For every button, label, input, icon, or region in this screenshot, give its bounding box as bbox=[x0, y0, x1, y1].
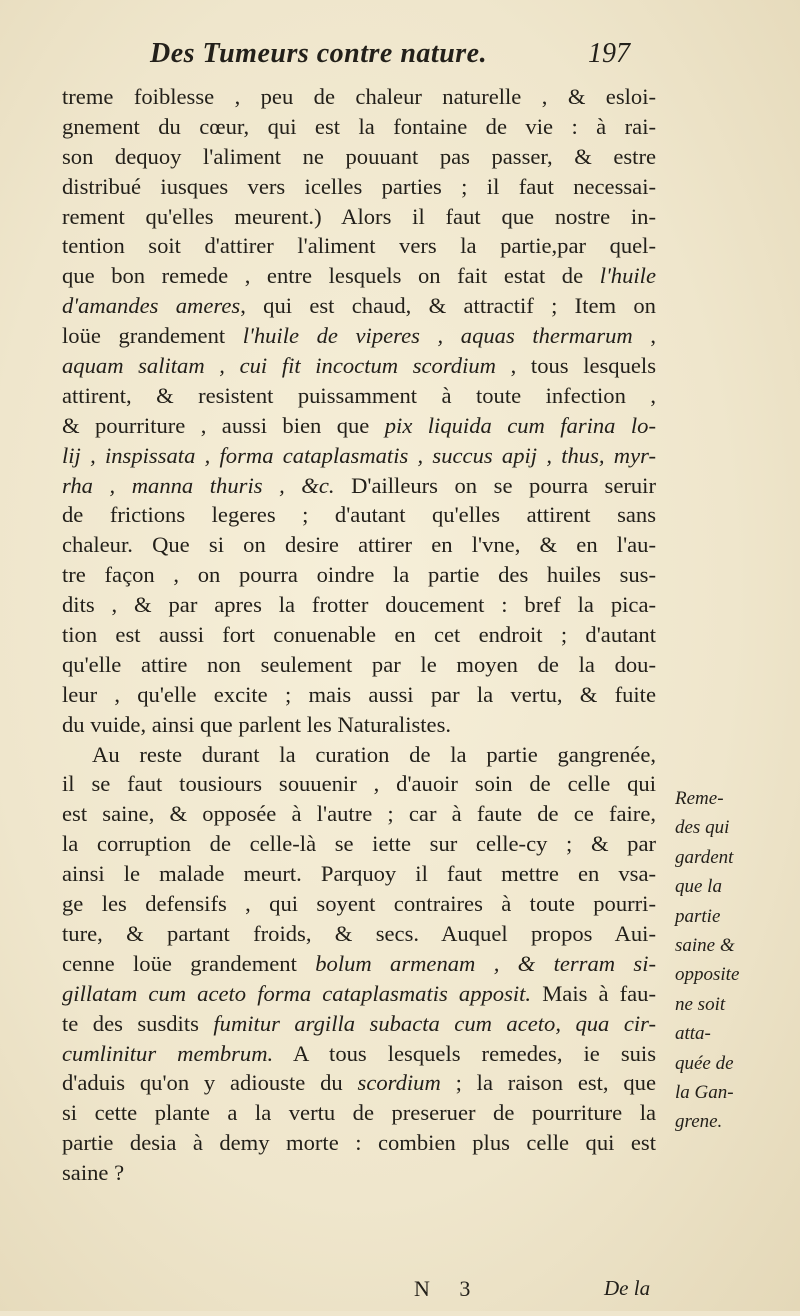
text-segment: loüe grandement bbox=[62, 323, 243, 349]
text-segment: Au reste durant la curation de la partie gangrenée, bbox=[92, 741, 656, 767]
text-segment: de frictions legeres ; d'autant qu'elles attirent sans bbox=[62, 502, 656, 528]
italic-text-segment: pix liquida cum farina lo- bbox=[384, 412, 656, 438]
text-segment: treme foiblesse , peu de chaleur naturelle , & esloi- bbox=[62, 84, 656, 109]
text-segment: D'ailleurs on se pourra seruir bbox=[334, 472, 656, 498]
text-line bbox=[62, 351, 656, 381]
text-segment: cenne loüe grandement bbox=[62, 950, 316, 976]
margin-note-line: grene. bbox=[675, 1111, 723, 1133]
text-line bbox=[62, 949, 656, 979]
text-segment: saine ? bbox=[62, 1160, 125, 1186]
italic-text-segment: gillatam cum aceto forma cataplasmatis apposit. bbox=[62, 980, 532, 1006]
text-segment: la corruption de celle-là se iette sur celle-cy ; & par bbox=[62, 831, 656, 857]
text-segment: ture, & partant froids, & secs. Auquel propos Aui- bbox=[62, 920, 656, 946]
text-line bbox=[62, 291, 656, 321]
italic-text-segment: fumitur argilla subacta cum aceto, qua cir- bbox=[213, 1010, 656, 1036]
text-segment: distribué iusques vers icelles parties ; il faut necessai- bbox=[62, 173, 656, 199]
text-segment: son dequoy l'aliment ne pouuant pas passer, & estre bbox=[62, 143, 656, 169]
italic-text-segment: cumlinitur membrum. bbox=[62, 1040, 274, 1066]
text-line bbox=[62, 500, 656, 530]
text-segment: que bon remede , entre lesquels on fait estat de bbox=[62, 263, 600, 289]
text-line bbox=[62, 560, 656, 590]
text-line bbox=[62, 769, 656, 799]
margin-note-line: saine & bbox=[675, 935, 735, 957]
text-line bbox=[62, 889, 656, 919]
text-line bbox=[62, 1128, 656, 1158]
text-segment: si cette plante a la vertu de preseruer de pourriture la bbox=[62, 1100, 656, 1126]
text-segment: & pourriture , aussi bien que bbox=[62, 412, 385, 438]
italic-text-segment: d'amandes ameres bbox=[62, 293, 241, 319]
text-line bbox=[62, 919, 656, 949]
text-segment: , tous lesquels bbox=[496, 353, 656, 379]
text-segment: ; la raison est, que bbox=[440, 1070, 656, 1096]
margin-note-line: que la bbox=[675, 876, 722, 898]
text-line bbox=[62, 411, 656, 441]
text-line bbox=[62, 859, 656, 889]
text-line bbox=[62, 680, 656, 710]
text-line bbox=[62, 650, 656, 680]
margin-note-line: gardent bbox=[675, 846, 734, 868]
running-title: Des Tumeurs contre nature. bbox=[150, 38, 488, 69]
text-segment: , qui est chaud, & attractif ; Item on bbox=[240, 293, 656, 319]
text-line bbox=[62, 231, 656, 261]
margin-note-line: des qui bbox=[675, 817, 730, 839]
margin-note-line: quée de bbox=[675, 1052, 734, 1074]
text-segment: te des susdits bbox=[62, 1010, 214, 1036]
text-line bbox=[62, 112, 656, 142]
margin-note-line: Reme- bbox=[675, 788, 724, 809]
text-line bbox=[62, 799, 656, 829]
text-line bbox=[62, 979, 656, 1009]
text-segment: chaleur. Que si on desire attirer en l'vne, & en l'au- bbox=[62, 532, 656, 558]
text-line bbox=[62, 620, 656, 650]
text-segment: Mais à fau- bbox=[531, 980, 656, 1006]
italic-text-segment: aquam salitam , cui fit incoctum scordium bbox=[62, 353, 496, 379]
text-segment: ge les defensifs , qui soyent contraires à toute pourri- bbox=[62, 891, 656, 917]
text-line bbox=[62, 710, 656, 740]
catchword: De la bbox=[604, 1276, 651, 1300]
text-line bbox=[62, 321, 656, 351]
page-number: 197 bbox=[588, 38, 630, 69]
text-segment: est saine, & opposée à l'autre ; car à faute de ce faire, bbox=[62, 801, 656, 827]
text-segment: A tous lesquels remedes, ie suis bbox=[273, 1040, 656, 1066]
italic-text-segment: l'huile bbox=[599, 263, 656, 289]
italic-text-segment: bolum armenam , & terram si- bbox=[315, 950, 656, 976]
text-line bbox=[62, 142, 656, 172]
text-line bbox=[62, 829, 656, 859]
text-line bbox=[62, 1098, 656, 1128]
text-line bbox=[62, 381, 656, 411]
text-segment: du vuide, ainsi que parlent les Naturalistes. bbox=[62, 711, 452, 737]
text-segment: d'aduis qu'on y adiouste du bbox=[62, 1070, 358, 1096]
text-line bbox=[62, 82, 656, 112]
text-line bbox=[62, 1009, 656, 1039]
text-line bbox=[62, 261, 656, 291]
text-line bbox=[62, 1039, 656, 1069]
margin-note-line: la Gan- bbox=[675, 1082, 734, 1104]
margin-note bbox=[675, 784, 775, 1137]
text-line bbox=[62, 740, 656, 770]
text-segment: tion est aussi fort conuenable en cet endroit ; d'autant bbox=[62, 622, 656, 648]
margin-note-line: atta- bbox=[675, 1023, 711, 1045]
page-footer bbox=[0, 1276, 800, 1316]
text-segment: , bbox=[632, 323, 656, 349]
text-segment: tention soit d'attirer l'aliment vers la partie,par quel- bbox=[62, 233, 656, 259]
signature-mark: N 3 bbox=[414, 1276, 483, 1301]
text-segment: attirent, & resistent puissamment à toute infection , bbox=[62, 382, 656, 408]
text-segment: partie desia à demy morte : combien plus celle qui est bbox=[62, 1130, 656, 1156]
text-line bbox=[62, 172, 656, 202]
text-line bbox=[62, 1068, 656, 1098]
text-line bbox=[62, 1158, 656, 1188]
text-line bbox=[62, 530, 656, 560]
text-segment: rement qu'elles meurent.) Alors il faut que nostre in- bbox=[62, 203, 656, 229]
italic-text-segment: scordium bbox=[357, 1070, 441, 1096]
margin-note-line: partie bbox=[675, 905, 721, 927]
margin-note-line: ne soit bbox=[675, 993, 726, 1015]
text-segment: tre façon , on pourra oindre la partie des huiles sus- bbox=[62, 562, 656, 588]
italic-text-segment: l'huile de viperes , aquas thermarum bbox=[242, 323, 633, 349]
text-segment: qu'elle attire non seulement par le moyen de la dou- bbox=[62, 651, 656, 677]
margin-note-line: opposite bbox=[675, 964, 740, 986]
main-text bbox=[62, 82, 656, 1188]
page-header bbox=[0, 38, 800, 78]
text-segment: leur , qu'elle excite ; mais aussi par la vertu, & fuite bbox=[62, 681, 656, 707]
text-line bbox=[62, 471, 656, 501]
text-segment: ainsi le malade meurt. Parquoy il faut mettre en vsa- bbox=[62, 861, 656, 887]
text-segment: gnement du cœur, qui est la fontaine de vie : à rai- bbox=[62, 113, 656, 139]
text-line bbox=[62, 202, 656, 232]
text-line bbox=[62, 590, 656, 620]
text-line bbox=[62, 441, 656, 471]
text-segment: dits , & par apres la frotter doucement : bref la pica- bbox=[62, 592, 656, 618]
text-segment: il se faut tousiours souuenir , d'auoir soin de celle qui bbox=[62, 771, 656, 797]
italic-text-segment: rha , manna thuris , &c. bbox=[62, 472, 335, 498]
italic-text-segment: lij , inspissata , forma cataplasmatis , succus apij , thus, myr- bbox=[62, 442, 656, 468]
